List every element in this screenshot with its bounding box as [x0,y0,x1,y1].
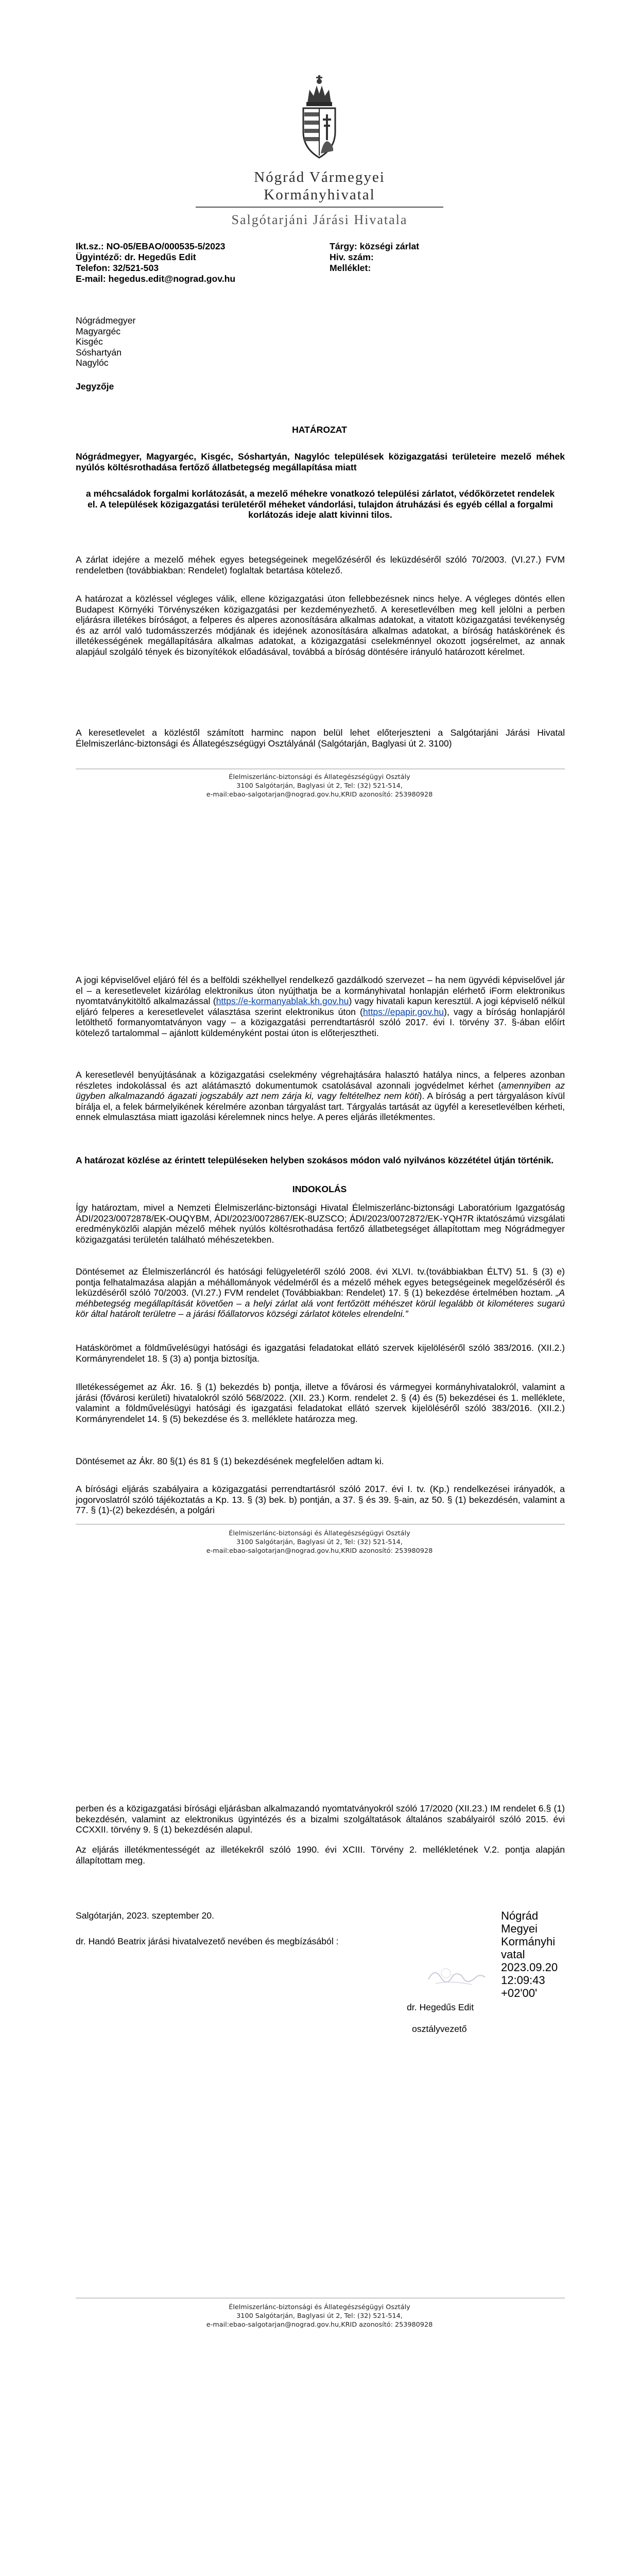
digital-signature-stamp [501,1909,558,1999]
letterhead-county: Nógrád Vármegyei [254,169,385,185]
paragraph-appeal: A határozat a közléssel végleges válik, ellene közigazgatási úton fellebbezésnek nincs helye. A végleges döntés ellen Budapest Környéki Törvényszéken közigazgatási per kezdeményezhető. A keresetlevélben meg kell jelölni a perben eljárásra illetékes bíróságot, a felperes és alperes azonosítására alkalmas adatokat, a vitatott közigazgatási tevékenység és az arról való tudomásszerzés módjának és idejének azonosítására alkalmas adatokat, a bíróság hatáskörének és illetékességének megállapítására alkalmas adatokat, a közigazgatási cselekménnyel okozott jogsérelmet, az annak alapjául szolgáló tények és bizonyítékok előadásával, továbbá a bíróság döntésére irányuló határozott kérelmet. [76,594,565,657]
justification-heading: INDOKOLÁS [292,1184,347,1194]
phone: Telefon: 32/521-503 [76,263,159,273]
paragraph-publication: A határozat közlése az érintett településeken helyben szokásos módon való nyilvános közzététel útján történik. [76,1155,554,1165]
intro-paragraph: Nógrádmegyer, Magyargéc, Kisgéc, Sóshartyán, Nagylóc települések közigazgatási területeire mezelő méhek nyúlós költésrothadása fertőző állatbetegség megállapítása miatt [76,451,565,472]
letterhead-district: Salgótarjáni Járási Hivatala [231,212,408,227]
email: E-mail: hegedus.edit@nograd.gov.hu [76,274,236,284]
italic-text: amennyiben az ügyben alkalmazandó ágazati jogszabály azt nem zárja ki, vagy feltételhez nem köti [76,1080,565,1101]
signatory-role: osztályvezető [412,2024,467,2034]
stamp-line: +02'00' [501,1987,538,1999]
stamp-line: 2023.09.20 [501,1961,558,1974]
footer-page-1 [0,773,639,799]
handwritten-signature [425,1962,487,1990]
paragraph-akr: Döntésemet az Ákr. 80 §(1) és 81 § (1) bekezdésének megfelelően adtam ki. [76,1456,384,1466]
footer-contact: e-mail:ebao-salgotarjan@nograd.gov.hu,KRID azonosító: 253980928 [206,2321,433,2329]
text: ), vagy a bíróság honlapjáról letölthető formanyomtatványon vagy – a közigazgatási perrendtartásról szóló 2017. évi I. törvény 37. §-ában előírt kötelező tartalommal – ajánlott küldeményként postai úton is előterjesztheti. [76,1006,565,1038]
paragraph-competence: Hatáskörömet a földművelésügyi hatósági és igazgatási feladatokat ellátó szervek kijelöléséről szóló 383/2016. (XII.2.) Kormányrendelet 18. § (3) a) pontja biztosítja. [76,1343,565,1364]
text: A keresetlevél benyújtásának a közigazgatási cselekmény végrehajtására halasztó hatálya nincs, a felperes azonban részletes indokolással és azt alátámasztó dokumentumok csatolásával azonnali jogvédelmet kérhet ( [76,1070,565,1091]
reference-number: Hiv. szám: [330,252,374,262]
paragraph-court-rules: A bírósági eljárás szabályaira a közigazgatási perrendtartásról szóló 2017. évi I. tv. (Kp.) rendelkezései irányadók, a jogorvoslatról szóló tájékoztatás a Kp. 13. § (3) bek. b) pontján, a 37. § és 39. §-ain, az 50. § (1) bekezdésén, valamint a 77. § (1)-(2) bekezdésén, a polgári [76,1484,565,1515]
paragraph-jurisdiction: Illetékességemet az Ákr. 16. § (1) bekezdés b) pontja, illetve a fővárosi és vármegyei kormányhivatalokról, valamint a járási (fővárosi kerületi) hivatalokról szóló 568/2022. (XII. 23.) Korm. rendelet 2. § (4) és (5) bekezdései és 1. melléklete, valamint a földművelésügyi hatósági és igazgatási feladatokat ellátó szervek kijelöléséről szóló 383/2016. (XII.2.) Kormányrendelet 14. § (5) bekezdése és 3. melléklete határozza meg. [76,1382,565,1424]
stamp-line: vatal [501,1948,525,1961]
footer-address: 3100 Salgótarján, Baglyasi út 2, Tel: (32) 521-514, [236,2312,403,2320]
file-number: Ikt.sz.: NO-05/EBAO/000535-5/2023 [76,241,226,251]
subject: Tárgy: községi zárlat [330,241,420,251]
paragraph-electronic-submission [76,975,565,1038]
footer-dept: Élelmiszerlánc-biztonsági és Állategészségügyi Osztály [229,2303,410,2311]
recipient-list [76,315,135,368]
recipient: Kisgéc [76,336,103,347]
text: A jogi képviselővel eljáró fél és a belföldi székhellyel rendelkező gazdálkodó szervezet – ha nem ügyvédi képviselővel jár el – a keresetlevelet kizárólag elektronikus úton nyújthatja be a kormányhivatal honlapján elérhető iForm elektronikus nyomtatványkitöltő alkalmazással ( [76,975,565,1006]
document-title: HATÁROZAT [292,425,347,435]
paragraph-lab-results: Így határoztam, mivel a Nemzeti Élelmiszerlánc-biztonsági Hivatal Élelmiszerlánc-biztonsági Laboratórium Igazgatóság ÁDI/2023/0072878/EK-OUQYBM, ÁDI/2023/0072867/EK-8UZSCO; ÁDI/2023/0072872/EK-YQH7R iktatószámú vizsgálati eredményközlői alapján mézelő méhek nyúlós költésrothadása fertőző állatbetegséget állapítottam meg Nógrádmegyer közigazgatási területén található méhészetekben. [76,1202,565,1245]
stamp-line: Megyei [501,1922,538,1935]
paragraph-rendelet: A zárlat idejére a mezelő méhek egyes betegségeinek megelőzéséről és leküzdéséről szóló 70/2003. (VI.27.) FVM rendeletben (továbbiakban: Rendelet) foglaltak betartása kötelező. [76,554,565,575]
footer-address: 3100 Salgótarján, Baglyasi út 2, Tel: (32) 521-514, [236,1538,403,1546]
footer-dept: Élelmiszerlánc-biztonsági és Állategészségügyi Osztály [229,773,410,781]
stamp-line: Nógrád [501,1909,539,1922]
decision-paragraph: a méhcsaládok forgalmi korlátozását, a mezelő méhekre vonatkozó települési zárlatot, védőkörzetet rendelek el. A települések közigazgatási területéről méheket vándorlási, tulajdon átruházási és egyéb céllal a forgalmi korlátozás ideje alatt kivinni tilos. [85,488,555,520]
paragraph-fee-exemption: Az eljárás illetékmentességét az illetékekről szóló 1990. évi XCIII. Törvény 2. mellékletének V.2. pontja alapján állapítottam meg. [76,1844,565,1866]
date-place: Salgótarján, 2023. szeptember 20. [76,1910,214,1921]
text: Döntésemet az Élelmiszerláncról és hatósági felügyeletéről szóló 2008. évi XLVI. tv.(továbbiakban ÉLTV) 51. § (3) e) pontja felhatalmazása alapján a méhállományok védelméről és a mézelő méhek egyes betegségeinek megelőzéséről és leküzdéséről szóló 70/2003. (VI.27.) FVM rendelet (Továbbiakban: Rendelet) 17. § (1) bekezdése értelmében hoztam. [76,1266,565,1298]
letterhead-divider [196,207,443,208]
authority-line: dr. Handó Beatrix járási hivatalvezető nevében és megbízásából : [76,1936,339,1946]
footer-contact: e-mail:ebao-salgotarjan@nograd.gov.hu,KRID azonosító: 253980928 [206,1547,433,1555]
paragraph-suspensive-effect [76,1070,565,1123]
case-officer: Ügyintéző: dr. Hegedűs Edit [76,252,196,262]
epapir-link[interactable]: https://epapir.gov.hu [362,1006,444,1017]
footer-address: 3100 Salgótarján, Baglyasi út 2, Tel: (32) 521-514, [236,782,403,790]
paragraph-court-rules-cont: perben és a közigazgatási bírósági eljárásban alkalmazandó nyomtatványokról szóló 17/2020 (XII.23.) IM rendelet 6.§ (1) bekezdésén, valamint az elektronikus ügyintézés és a bizalmi szolgáltatások általános szabályairól szóló 2015. évi CCXXII. törvény 9. § (1) bekezdésén alapul. [76,1803,565,1835]
text: ). A bíróság a pert tárgyaláson kívül bírálja el, a felek bármelyikének kérelmére azonban tárgyalást tart. Tárgyalás tartását az ügyfél a keresetlevélben kérheti, ennek elmulasztása miatt igazolási kérelemnek nincs helye. A peres eljárás illetékmentes. [76,1091,565,1122]
text: ) vagy hivatali kapun keresztül. A jogi képviselő nélkül eljáró felperes a keresetlevelet választása szerint elektronikus úton ( [76,996,565,1017]
recipient: Nógrádmegyer [76,315,136,326]
footer-page-2 [0,1529,639,1555]
signatory-name: dr. Hegedűs Edit [407,2002,474,2012]
letterhead-office: Kormányhivatal [264,187,375,203]
paragraph-legal-basis [76,1266,565,1319]
footer-contact: e-mail:ebao-salgotarjan@nograd.gov.hu,KRID azonosító: 253980928 [206,791,433,799]
e-kormanyablak-link[interactable]: https://e-kormanyablak.kh.gov.hu [216,996,349,1006]
coat-of-arms-logo [296,71,342,163]
recipient-role: Jegyzője [76,381,114,392]
paragraph-deadline: A keresetlevelet a közléstől számított harminc napon belül lehet előterjeszteni a Salgótarjáni Járási Hivatal Élelmiszerlánc-biztonsági és Állategészségügyi Osztályánál (Salgótarján, Baglyasi út 2. 3100) [76,727,565,749]
recipient: Nagylóc [76,358,109,368]
quote-text: „A méhbetegség megállapítását követően – a helyi zárlat alá vont fertőzött méhészet körül legalább öt kilométeres sugarú kör által határolt területre – a járási főállatorvos községi zárlatot köteles elrendelni.” [76,1287,565,1319]
footer-page-3 [0,2303,639,2329]
stamp-line: 12:09:43 [501,1974,545,1987]
stamp-line: Kormányhi [501,1935,556,1948]
recipient: Magyargéc [76,326,121,336]
footer-dept: Élelmiszerlánc-biztonsági és Állategészségügyi Osztály [229,1530,410,1537]
attachment: Melléklet: [330,263,371,273]
recipient: Sóshartyán [76,347,122,358]
